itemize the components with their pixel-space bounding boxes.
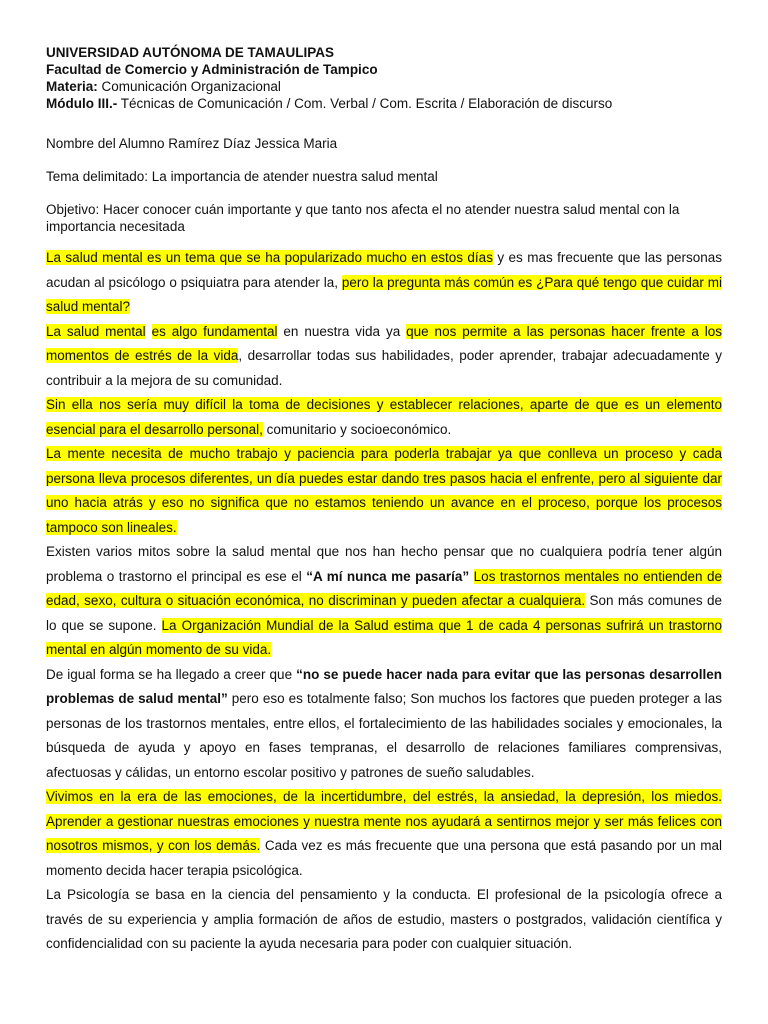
text-segment: De igual forma se ha llegado a creer que	[46, 666, 297, 682]
text-segment: La Psicología se basa en la ciencia del pensamiento y la conducta. El profesional de la psicología ofrece a través de su experiencia y amplia formación de años de estudio, masters o postgrados, validación científica y confidencialidad con su paciente la ayuda necesaria para poder con cualquier situación.	[46, 887, 722, 951]
text-segment: comunitario y socioeconómico.	[262, 421, 452, 437]
bold-text: “no se puede hacer nada para evitar que las personas desarrollen problemas de salud mental”	[46, 666, 722, 706]
student-name: Nombre del Alumno Ramírez Díaz Jessica Maria	[46, 136, 338, 151]
subject-line	[46, 78, 722, 95]
essay-paragraph	[46, 663, 722, 786]
text-segment: y es mas frecuente que las personas acudan al psicólogo o psiquiatra para atender la,	[46, 250, 722, 290]
highlighted-text: es algo fundamental	[151, 323, 278, 339]
highlighted-text: La salud mental	[46, 323, 146, 339]
essay-paragraph	[46, 442, 722, 540]
essay-paragraph	[46, 320, 722, 394]
module-label: Módulo III.-	[46, 96, 118, 111]
bold-text: “A mí nunca me pasaría”	[306, 568, 470, 584]
essay-paragraph	[46, 540, 722, 663]
subject-value: Comunicación Organizacional	[97, 79, 281, 94]
text-segment: Existen varios mitos sobre la salud mental que nos han hecho pensar que no cualquiera podría tener algún problema o trastorno el principal es ese el	[46, 544, 722, 584]
essay-paragraph	[46, 883, 722, 957]
essay-paragraph	[46, 393, 722, 442]
highlighted-text: pero la pregunta más común es ¿Para qué tengo que cuidar mi salud mental?	[46, 274, 722, 314]
highlighted-text: La Organización Mundial de la Salud estima que 1 de cada 4 personas sufrirá un trastorno mental en algún momento de su vida.	[46, 617, 722, 657]
module-line	[46, 95, 722, 112]
objective-line: Objetivo: Hacer conocer cuán importante y que tanto nos afecta el no atender nuestra salud mental con la importancia necesitada	[46, 202, 680, 234]
faculty-name: Facultad de Comercio y Administración de Tampico	[46, 62, 378, 77]
essay-paragraph	[46, 785, 722, 883]
text-segment: , desarrollar todas sus habilidades, poder aprender, trabajar adecuadamente y contribuir a la mejora de su comunidad.	[46, 348, 722, 388]
text-segment: pero eso es totalmente falso; Son muchos los factores que pueden proteger a las personas de los trastornos mentales, entre ellos, el fortalecimiento de las habilidades sociales y emocionales, la búsqueda de ayuda y apoyo en fases tempranas, el desarrollo de relaciones familiares comprensivas, afectuosas y cálidas, un entorno escolar positivo y patrones de sueño saludables.	[46, 691, 722, 780]
university-name: UNIVERSIDAD AUTÓNOMA DE TAMAULIPAS	[46, 45, 334, 60]
essay-body	[46, 246, 722, 957]
text-segment: Cada vez es más frecuente que una persona que está pasando por un mal momento decida hacer terapia psicológica.	[46, 838, 723, 878]
highlighted-text: que nos permite a las personas hacer frente a los momentos de estrés de la vida	[46, 323, 723, 363]
highlighted-text: Sin ella nos sería muy difícil la toma de decisiones y establecer relaciones, aparte de que es un elemento esencial para el desarrollo personal,	[46, 397, 722, 437]
text-segment: Son más comunes de lo que se supone.	[46, 593, 723, 633]
text-segment: en nuestra vida ya	[277, 323, 407, 339]
topic-line: Tema delimitado: La importancia de atender nuestra salud mental	[46, 169, 438, 184]
document-header	[46, 44, 722, 112]
text-segment	[146, 324, 152, 339]
highlighted-text: Los trastornos mentales no entienden de edad, sexo, cultura o situación económica, no discriminan y pueden afectar a cualquiera.	[46, 568, 722, 608]
essay-paragraph	[46, 246, 722, 320]
highlighted-text: La salud mental es un tema que se ha popularizado mucho en estos días	[46, 250, 493, 265]
highlighted-text: La mente necesita de mucho trabajo y paciencia para poderla trabajar ya que conlleva un proceso y cada persona lleva procesos diferentes, un día puedes estar dando tres pasos hacia el enfrente, pero al siguiente dar uno hacia atrás y eso no significa que no estamos teniendo un avance en el proceso, porque los procesos tampoco son lineales.	[46, 446, 722, 535]
module-value: Técnicas de Comunicación / Com. Verbal / Com. Escrita / Elaboración de discurso	[117, 96, 613, 111]
highlighted-text: Vivimos en la era de las emociones, de la incertidumbre, del estrés, la ansiedad, la depresión, los miedos. Aprender a gestionar nuestras emociones y nuestra mente nos ayudará a sentirnos mejor y ser más felices con nosotros mismos, y con los demás.	[46, 789, 722, 853]
subject-label: Materia:	[46, 79, 98, 94]
text-segment	[469, 569, 473, 584]
